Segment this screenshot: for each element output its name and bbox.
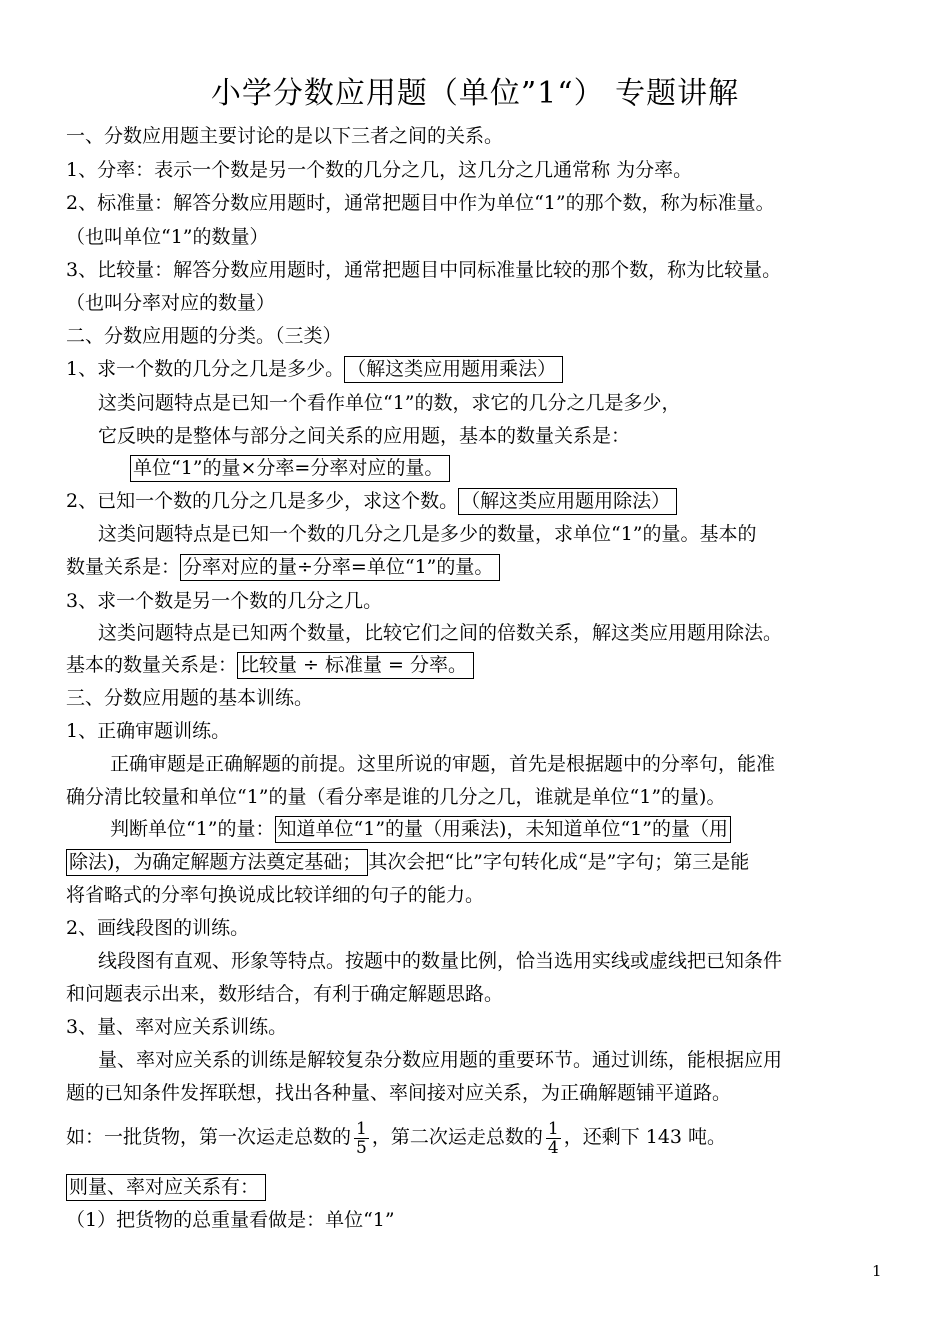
boxed-formula: 单位“1”的量×分率=分率对应的量。 <box>130 455 450 482</box>
boxed-note: （解这类应用题用除法） <box>458 488 677 515</box>
text: 2、已知一个数的几分之几是多少，求这个数。 <box>66 490 459 512</box>
text: 其次会把“比”字句转化成“是”字句；第三是能 <box>368 851 750 873</box>
paragraph: 这类问题特点是已知一个看作单位“1”的数，求它的几分之几是多少， <box>98 392 681 414</box>
paragraph: 正确审题是正确解题的前提。这里所说的审题，首先是根据题中的分率句，能准 <box>110 753 776 775</box>
paragraph <box>110 816 890 843</box>
text: ，还剩下 143 吨。 <box>563 1126 727 1148</box>
boxed-note: 除法)，为确定解题方法奠定基础； <box>66 849 368 876</box>
paragraph: 确分清比较量和单位“1”的量（看分率是谁的几分之几，谁就是单位“1”的量)。 <box>66 786 726 808</box>
paragraph: 3、求一个数是另一个数的几分之几。 <box>66 590 383 612</box>
paragraph: （也叫分率对应的数量） <box>66 292 276 314</box>
example-line <box>66 1115 890 1159</box>
page-number: 1 <box>872 1262 882 1280</box>
boxed-formula: 比较量 ÷ 标准量 = 分率。 <box>237 652 474 679</box>
paragraph: （1）把货物的总重量看做是：单位“1” <box>66 1209 395 1231</box>
paragraph <box>66 652 890 679</box>
text: 数量关系是： <box>66 556 181 578</box>
paragraph <box>66 356 890 383</box>
fraction-numerator: 1 <box>356 1118 367 1139</box>
section-2-heading: 二、分数应用题的分类。（三类） <box>66 325 342 347</box>
fraction <box>546 1120 561 1157</box>
example-box-line <box>66 1174 890 1201</box>
paragraph: 线段图有直观、形象等特点。按题中的数量比例，恰当选用实线或虚线把已知条件 <box>98 950 783 972</box>
fraction-numerator: 1 <box>547 1118 559 1139</box>
text: 判断单位“1”的量： <box>110 818 275 840</box>
boxed-note: 则量、率对应关系有： <box>66 1174 266 1201</box>
paragraph: 2、画线段图的训练。 <box>66 917 250 939</box>
paragraph: （也叫单位“1”的数量） <box>66 226 269 248</box>
section-1-heading: 一、分数应用题主要讨论的是以下三者之间的关系。 <box>66 125 504 147</box>
paragraph <box>66 849 890 876</box>
text: 基本的数量关系是： <box>66 654 238 676</box>
paragraph: 这类问题特点是已知两个数量，比较它们之间的倍数关系，解这类应用题用除法。 <box>98 622 783 644</box>
boxed-note: （解这类应用题用乘法） <box>344 356 563 383</box>
page-title: 小学分数应用题（单位”1“） 专题讲解 <box>210 76 740 111</box>
boxed-formula: 分率对应的量÷分率=单位“1”的量。 <box>180 554 500 581</box>
paragraph <box>66 554 890 581</box>
paragraph: 它反映的是整体与部分之间关系的应用题，基本的数量关系是： <box>98 425 631 447</box>
section-3-heading: 三、分数应用题的基本训练。 <box>66 687 314 709</box>
paragraph: 1、分率：表示一个数是另一个数的几分之几，这几分之几通常称 为分率。 <box>66 159 693 181</box>
boxed-note: 知道单位“1”的量（用乘法)，未知道单位“1”的量（用 <box>275 816 731 843</box>
fraction-denominator: 5 <box>356 1137 367 1158</box>
text: ，第二次运走总数的 <box>371 1126 543 1148</box>
fraction-denominator: 4 <box>547 1137 559 1158</box>
text: 1、求一个数的几分之几是多少。 <box>66 358 345 380</box>
paragraph: 题的已知条件发挥联想，找出各种量、率间接对应关系，为正确解题铺平道路。 <box>66 1082 732 1104</box>
paragraph <box>66 488 890 515</box>
paragraph: 和问题表示出来，数形结合，有利于确定解题思路。 <box>66 983 504 1005</box>
paragraph: 3、比较量：解答分数应用题时，通常把题目中同标准量比较的那个数，称为比较量。 <box>66 259 782 281</box>
paragraph: 量、率对应关系的训练是解较复杂分数应用题的重要环节。通过训练，能根据应用 <box>98 1049 783 1071</box>
paragraph: 1、正确审题训练。 <box>66 720 231 742</box>
paragraph: 3、量、率对应关系训练。 <box>66 1016 288 1038</box>
paragraph: 这类问题特点是已知一个数的几分之几是多少的数量，求单位“1”的量。基本的 <box>98 523 757 545</box>
fraction <box>354 1120 369 1157</box>
paragraph: 2、标准量：解答分数应用题时，通常把题目中作为单位“1”的那个数，称为标准量。 <box>66 192 775 214</box>
formula <box>130 455 890 482</box>
text: 如：一批货物，第一次运走总数的 <box>66 1126 352 1148</box>
paragraph: 将省略式的分率句换说成比较详细的句子的能力。 <box>66 884 485 906</box>
